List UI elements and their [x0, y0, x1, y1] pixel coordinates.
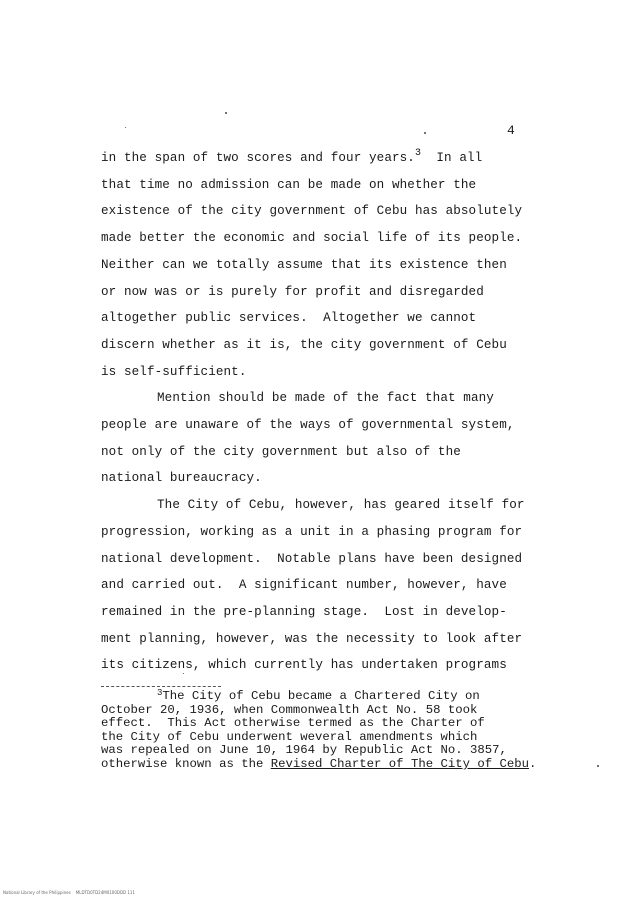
footnote-line-1-text: The City of Cebu became a Chartered City on: [162, 689, 480, 703]
footnote-line: effect. This Act otherwise termed as the Charter of: [101, 716, 485, 731]
body-line: national bureaucracy.: [101, 471, 262, 486]
footnote-reference: 3: [414, 148, 422, 159]
body-line: made better the economic and social life of its people.: [101, 231, 523, 246]
scan-speck: [183, 673, 184, 674]
footnote-line-1: [101, 690, 581, 704]
footnote-marker: 3: [157, 688, 163, 698]
body-line: and carried out. A significant number, however, have: [101, 578, 507, 593]
scan-speck: [125, 127, 126, 128]
body-line: discern whether as it is, the city government of Cebu: [101, 337, 507, 352]
body-line: altogether public services. Altogether we cannot: [101, 311, 477, 326]
body-line: Neither can we totally assume that its existence then: [101, 257, 507, 272]
body-line-1-tail: In all: [421, 151, 483, 165]
archive-label: National Library of the Philippines MLDTD0TD24M0100DDD 111: [3, 890, 136, 895]
body-line: progression, working as a unit in a phasing program for: [101, 524, 523, 539]
body-line: remained in the pre-planning stage. Lost in develop-: [101, 604, 507, 619]
footnote-last-line: [101, 758, 581, 772]
body-line: existence of the city government of Cebu has absolutely: [101, 204, 523, 219]
body-line: that time no admission can be made on whether the: [101, 177, 477, 192]
body-line: national development. Notable plans have been designed: [101, 551, 523, 566]
footnote-last-line-suffix: .: [529, 756, 537, 771]
footnote-last-line-prefix: otherwise known as the: [101, 756, 271, 771]
footnote: [101, 690, 581, 772]
paragraph-start-line: The City of Cebu, however, has geared itself for: [157, 498, 525, 513]
body-line: is self-sufficient.: [101, 364, 247, 379]
body-line-1: [101, 145, 571, 172]
body-line: ment planning, however, was the necessity to look after: [101, 631, 523, 646]
body-line-1-text: in the span of two scores and four years.: [101, 151, 415, 165]
footnote-separator: [101, 686, 221, 687]
paragraph-start-line: Mention should be made of the fact that many: [157, 391, 494, 406]
body-line: or now was or is purely for profit and disregarded: [101, 284, 484, 299]
scan-speck: [597, 765, 599, 767]
charter-title: Revised Charter of The City of Cebu: [270, 756, 530, 771]
page-number: 4: [507, 123, 515, 138]
body-text: [101, 145, 571, 679]
scan-speck: [424, 132, 426, 134]
footnote-line: was repealed on June 10, 1964 by Republic Act No. 3857,: [101, 743, 507, 758]
footnote-line: October 20, 1936, when Commonwealth Act No. 58 took: [101, 702, 478, 717]
scan-speck: [225, 112, 227, 114]
body-line: not only of the city government but also of the: [101, 444, 461, 459]
body-line: its citizens, which currently has undertaken programs: [101, 658, 507, 673]
body-line: people are unaware of the ways of governmental system,: [101, 418, 515, 433]
footnote-line: the City of Cebu underwent weveral amendments which: [101, 729, 478, 744]
